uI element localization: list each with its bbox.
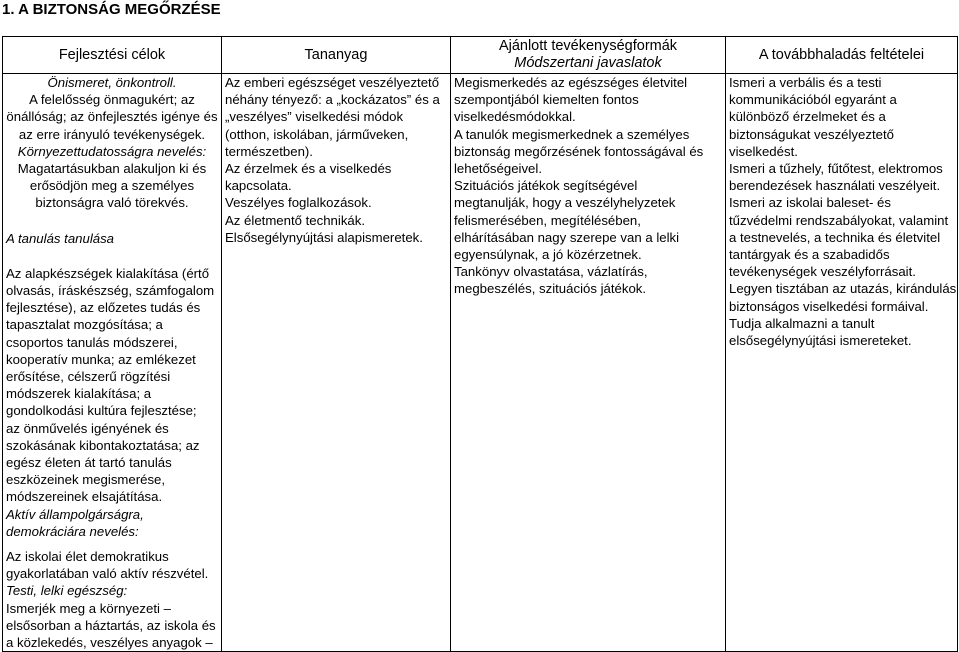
col3-line: elhárításában nagy szerepe van a lelki (454, 229, 680, 245)
header-development-goals: Fejlesztési célok (3, 37, 222, 74)
col3-line: megtanulják, hogy a veszélyhelyzetek (454, 195, 676, 211)
col3-line: megbeszélés, szituációs játékok. (454, 281, 647, 297)
activities-cell (451, 74, 726, 652)
col4-line: Ismeri a verbális és a testi (729, 75, 882, 90)
goal-line: Önismeret, önkontroll. (47, 75, 177, 90)
col4-line: a testnevelés, a technika és életvitel (729, 229, 941, 245)
col4-line: elsősegélynyújtási ismereteket. (729, 333, 912, 349)
col2-line: Elsősegélynyújtási alapismeretek. (225, 229, 423, 245)
development-goals-cell (3, 74, 222, 652)
col2-line: „veszélyes” viselkedési módok (225, 109, 404, 125)
col4-line: biztonságos viselkedési formáival. (729, 298, 929, 314)
curriculum-cell (222, 74, 451, 652)
col3-line: szempontjából kiemelten fontos (454, 92, 639, 108)
col2-line: (otthon, iskolában, járműveken, (225, 126, 409, 142)
goal-line: gondolkodási kultúra fejlesztése; (6, 403, 197, 419)
goal-line: gyakorlatában való aktív részvétel. (6, 566, 209, 582)
col2-line: Veszélyes foglalkozások. (225, 195, 372, 211)
col4-line: Ismeri a tűzhely, fűtőtest, elektromos (729, 161, 943, 177)
goal-line: Magatartásukban alakuljon ki és (17, 161, 207, 177)
goal-line: egész életen át tartó tanulás (6, 455, 172, 471)
goal-line: csoportos tanulás módszerei, (6, 334, 178, 350)
curriculum-table (2, 36, 958, 652)
goal-line: erősödjön meg a személyes (29, 178, 195, 194)
col2-line: Az emberi egészséget veszélyeztető (225, 75, 440, 90)
goal-line: Az iskolai élet demokratikus (6, 549, 169, 565)
col2-line: Az életmentő technikák. (225, 212, 366, 228)
section-heading: 1. A BIZTONSÁG MEGŐRZÉSE (2, 1, 221, 18)
spacer (6, 540, 218, 548)
col4-line: kommunikációból egyaránt a (729, 92, 897, 108)
content-row (3, 74, 958, 652)
goal-line: Ismerjék meg a környezeti – (6, 600, 171, 616)
spacer (6, 212, 218, 230)
col4-line: Legyen tisztában az utazás, kirándulás (729, 281, 957, 297)
goal-line: erősítése, célszerű rögzítési (6, 369, 171, 385)
col2-line: kapcsolata. (225, 178, 292, 194)
goal-line: módszerek kialakítása; a (6, 386, 152, 402)
col3-line: Szituációs játékok segítségével (454, 178, 638, 194)
col4-line: biztonságukat veszélyeztető (729, 126, 894, 142)
col4-line: tevékenységek veszélyforrásait. (729, 264, 916, 280)
goal-line: Testi, lelki egészség: (6, 583, 128, 599)
goal-line: demokráciára nevelés: (6, 523, 139, 539)
goal-line: az önművelés igényének és (6, 420, 169, 436)
goal-line: A felelősség önmagukért; az (29, 92, 195, 108)
col4-line: tantárgyak és a szabadidős (729, 247, 890, 263)
col3-line: felismerésében, megítélésében, (454, 212, 641, 228)
col4-line: berendezések használati veszélyeit. (729, 178, 941, 194)
col2-line: természetben). (225, 143, 313, 159)
col2-line: néhány tényező: a „kockázatos” és a (225, 92, 440, 108)
col4-line: különböző érzelmeket és a (729, 109, 886, 125)
goal-line: kooperatív munka; az emlékezet (6, 351, 196, 367)
goal-line: fejlesztése), az előzetes tudás és (6, 300, 201, 316)
col3-line: Megismerkedés az egészséges életvitel (454, 75, 688, 90)
header-row (3, 37, 958, 74)
spacer (6, 247, 218, 265)
goal-line: önállóság; az önfejlesztés igénye és (6, 109, 218, 125)
goal-line: olvasás, íráskészség, számfogalom (6, 283, 215, 299)
goal-line: eszközeinek megismerése, (6, 472, 166, 488)
header-activities-line1: Ajánlott tevékenységformák (498, 38, 678, 54)
goal-line: elsősorban a háztartás, az iskola és (6, 617, 216, 633)
goal-line: Az alapkészségek kialakítása (értő (6, 265, 210, 281)
header-progression-requirements: A továbbhaladás feltételei (726, 37, 958, 74)
col3-line: egyensúlynak, a jó közérzetnek. (454, 247, 642, 263)
goal-line: módszereinek elsajátítása. (6, 489, 163, 505)
goal-line: szokásának kibontakoztatása; az (6, 437, 200, 453)
goal-line: biztonságra való törekvés. (35, 195, 189, 211)
col3-line: lehetőségeivel. (454, 161, 542, 177)
col4-line: tűzvédelmi rendszabályokat, valamint (729, 212, 949, 228)
goal-line: az erre irányuló tevékenységek. (18, 126, 206, 142)
col4-line: Ismeri az iskolai baleset- és (729, 195, 891, 211)
col4-line: viselkedést. (729, 143, 798, 159)
header-activities-line2: Módszertani javaslatok (514, 55, 662, 71)
header-curriculum: Tananyag (222, 37, 451, 74)
progression-cell (726, 74, 958, 652)
goal-line: Aktív állampolgárságra, (6, 506, 144, 522)
col3-line: A tanulók megismerkednek a személyes (454, 126, 690, 142)
goal-line: A tanulás tanulása (6, 230, 115, 246)
goal-line: tapasztalat mozgósítása; a (6, 317, 163, 333)
goal-line: Környezettudatosságra nevelés: (17, 143, 207, 159)
col4-line: Tudja alkalmazni a tanult (729, 315, 875, 331)
col3-line: viselkedésmódokkal. (454, 109, 576, 125)
col3-line: biztonság megőrzésének fontosságával és (454, 143, 704, 159)
col3-line: Tankönyv olvastatása, vázlatírás, (454, 264, 648, 280)
goal-line: a közlekedés, veszélyes anyagok – (6, 635, 213, 651)
col2-line: Az érzelmek és a viselkedés (225, 161, 392, 177)
header-recommended-activities (451, 37, 726, 74)
